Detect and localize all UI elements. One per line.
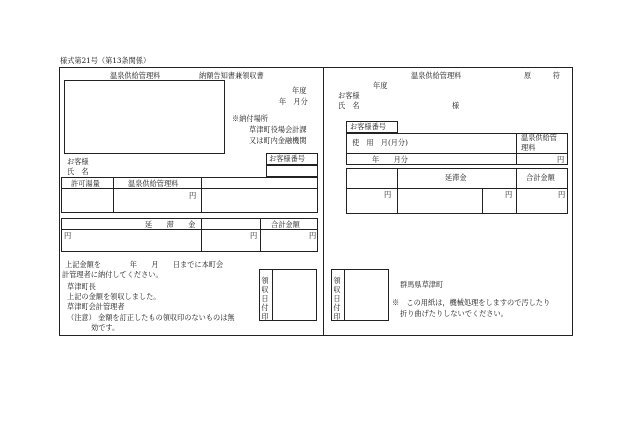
right-receipt-stamp-label: 領収日付印 <box>333 276 341 321</box>
form-number: 様式第21号（第13条関係） <box>60 56 151 65</box>
late-fee-table-rule <box>61 229 318 230</box>
late-fee-yen-2: 円 <box>250 231 258 240</box>
payment-place-2: 又は町内金融機関 <box>249 136 307 145</box>
notice-line-2: 計管理者に納付してください。 <box>62 270 163 279</box>
right-note-1: ※ この用紙は，機械処理をしますので汚したり <box>392 298 551 307</box>
right-late-fee-col2 <box>482 188 483 214</box>
customer-number-field <box>266 165 318 177</box>
treasurer-label: 草津町会計管理者 <box>67 302 125 311</box>
right-note-2: 折り曲げたりしないでください。 <box>400 309 508 318</box>
right-total-label: 合計金額 <box>526 173 555 182</box>
caution-line-1: 金額を訂正したもの領収印のないものは無 <box>98 313 235 322</box>
address-box <box>64 80 225 154</box>
left-year-month: 年 月分 <box>279 97 308 106</box>
left-fee-col-label: 温泉供給管理料 <box>128 179 179 188</box>
left-customer-number-label: お客様番号 <box>269 154 305 163</box>
right-receipt-stamp-divider <box>344 269 345 321</box>
right-fee-col-label-1: 温泉供給管 <box>521 133 557 142</box>
allowed-amount-label: 許可湯量 <box>71 179 100 188</box>
late-fee-yen-1: 円 <box>64 231 72 240</box>
right-late-fee-table-rule <box>346 188 568 189</box>
original-label: 原 符 <box>524 71 560 80</box>
right-fee-name: 温泉供給管理料 <box>411 71 462 80</box>
left-name-label: 氏 名 <box>67 167 89 176</box>
caution-line-2: 効です。 <box>91 323 120 332</box>
left-fee-table-col1 <box>113 177 114 213</box>
left-fee-yen: 円 <box>189 191 197 200</box>
right-late-fee-col1 <box>397 168 398 214</box>
left-fee-name: 温泉供給管理料 <box>110 71 161 80</box>
left-year: 年度 <box>292 86 307 95</box>
center-divider <box>323 67 324 336</box>
notice-line-1: 上記金額を 年 月 日までに本町会 <box>65 260 224 269</box>
right-customer-number-label: お客様番号 <box>350 122 386 131</box>
town-label: 群馬県草津町 <box>400 280 444 289</box>
left-total-label: 合計金額 <box>271 220 300 229</box>
right-late-fee-yen-2: 円 <box>505 190 513 199</box>
late-fee-table-col1 <box>201 218 202 252</box>
right-fee-col-label-2: 理料 <box>521 143 536 152</box>
left-fee-table-col2 <box>201 177 202 213</box>
right-year: 年度 <box>373 81 388 90</box>
received-label: 上記の金額を領収しました。 <box>67 292 161 301</box>
right-name-label: 氏 名 <box>338 101 360 110</box>
late-fee-label: 延 滞 金 <box>145 220 196 229</box>
mayor-label: 草津町長 <box>67 282 96 291</box>
right-late-fee-yen-3: 円 <box>558 190 566 199</box>
right-late-fee-label: 延滞金 <box>445 173 467 182</box>
right-late-fee-yen-1: 円 <box>384 190 392 199</box>
right-sama: 様 <box>452 101 460 110</box>
payment-place-1: 草津町役場会計課 <box>249 125 307 134</box>
left-receipt-stamp-divider <box>272 269 273 321</box>
left-receipt-stamp-label: 領収日付印 <box>261 276 269 321</box>
payment-place-note: ※納付場所 <box>232 114 268 123</box>
left-title: 納額告知書兼領収書 <box>199 71 264 80</box>
caution-label: （注意） <box>67 313 96 322</box>
right-late-fee-col3 <box>516 168 517 214</box>
right-usage-yen: 円 <box>557 155 565 164</box>
late-fee-yen-3: 円 <box>309 231 317 240</box>
late-fee-table-col2 <box>260 218 261 252</box>
usage-label: 使 用 月(月分) <box>352 138 408 147</box>
left-customer-label: お客様 <box>67 157 89 166</box>
left-fee-table-rule <box>61 188 318 189</box>
right-usage-table-rule <box>346 153 568 154</box>
right-customer-label: お客様 <box>338 91 360 100</box>
right-usage-table-col <box>516 133 517 165</box>
right-year-month: 年 月分 <box>372 155 408 164</box>
